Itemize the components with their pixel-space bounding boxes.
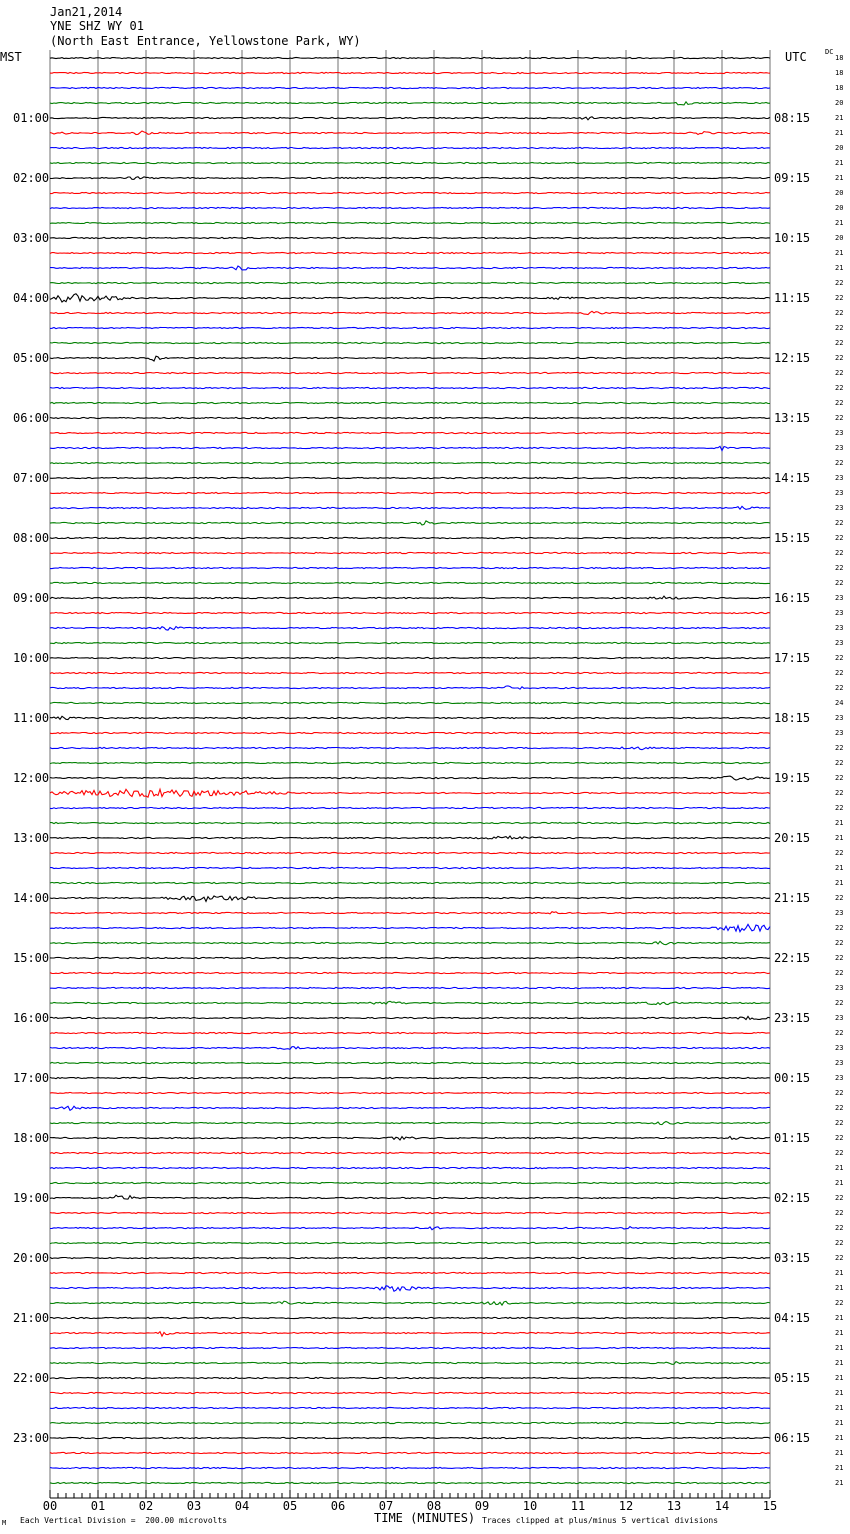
trace-row (50, 1347, 770, 1348)
dc-value: 22 (835, 564, 844, 572)
dc-value: 21 (835, 1464, 844, 1472)
trace-row (50, 1077, 770, 1078)
utc-time-label: 00:15 (774, 1071, 811, 1085)
dc-value: 23 (835, 489, 844, 497)
trace-row (50, 1467, 770, 1468)
trace-row (50, 882, 770, 883)
dc-value: 23 (835, 729, 844, 737)
utc-time-label: 18:15 (774, 711, 811, 725)
utc-time-label: 17:15 (774, 651, 811, 665)
mst-time-label: 16:00 (13, 1011, 50, 1025)
dc-value: 23 (835, 444, 844, 452)
trace-row (50, 1047, 770, 1050)
mst-time-label: 06:00 (13, 411, 50, 425)
dc-value: 20 (835, 99, 844, 107)
dc-value: 23 (835, 909, 844, 917)
dc-value: 23 (835, 429, 844, 437)
dc-value: 21 (835, 1389, 844, 1397)
seismic-traces (50, 57, 770, 1483)
trace-row (50, 822, 770, 823)
station-location: (North East Entrance, Yellowstone Park, WY) (50, 34, 361, 48)
dc-value: 23 (835, 1044, 844, 1052)
utc-time-label: 15:15 (774, 531, 811, 545)
mst-time-label: 12:00 (13, 771, 50, 785)
dc-value: 22 (835, 1089, 844, 1097)
dc-value: 22 (835, 1209, 844, 1217)
utc-time-label: 02:15 (774, 1191, 811, 1205)
dc-value: 22 (835, 339, 844, 347)
trace-row (50, 612, 770, 613)
trace-row (50, 192, 770, 193)
dc-value: 22 (835, 894, 844, 902)
trace-row (50, 657, 770, 658)
dc-value: 21 (835, 249, 844, 257)
dc-value: 23 (835, 1074, 844, 1082)
dc-value: 22 (835, 519, 844, 527)
dc-value: 22 (835, 924, 844, 932)
utc-time-labels (774, 111, 810, 1445)
utc-time-label: 03:15 (774, 1251, 811, 1265)
trace-row (50, 1167, 770, 1168)
trace-row (50, 117, 770, 120)
trace-row (50, 941, 770, 944)
trace-row (50, 147, 770, 148)
trace-row (50, 1332, 770, 1336)
trace-row (50, 896, 770, 901)
trace-row (50, 72, 770, 73)
mst-time-label: 13:00 (13, 831, 50, 845)
trace-row (50, 716, 770, 719)
mst-time-label: 20:00 (13, 1251, 50, 1265)
x-tick-label: 09 (474, 1499, 490, 1513)
mst-time-label: 14:00 (13, 891, 50, 905)
trace-row (50, 1062, 770, 1063)
x-tick-label: 12 (618, 1499, 634, 1513)
trace-row (50, 1437, 770, 1438)
dc-value: 23 (835, 984, 844, 992)
trace-row (50, 702, 770, 703)
trace-row (50, 1182, 770, 1183)
x-tick-label: 04 (234, 1499, 250, 1513)
trace-row (50, 342, 770, 343)
trace-row (50, 627, 770, 631)
dc-value: 23 (835, 474, 844, 482)
mst-time-label: 07:00 (13, 471, 50, 485)
dc-value: 24 (835, 699, 844, 707)
dc-value: 21 (835, 1419, 844, 1427)
dc-value: 21 (835, 1179, 844, 1187)
dc-value: 22 (835, 999, 844, 1007)
trace-row (50, 924, 770, 931)
trace-row (50, 1122, 770, 1125)
trace-row (50, 1362, 770, 1365)
trace-row (50, 747, 770, 750)
dc-value: 20 (835, 234, 844, 242)
trace-row (50, 477, 770, 478)
mst-time-label: 22:00 (13, 1371, 50, 1385)
trace-row (50, 582, 770, 583)
trace-row (50, 732, 770, 733)
trace-row (50, 462, 770, 463)
dc-value: 21 (835, 879, 844, 887)
dc-value: 23 (835, 1059, 844, 1067)
dc-value: 22 (835, 804, 844, 812)
trace-row (50, 972, 770, 973)
trace-row (50, 387, 770, 388)
mst-time-label: 11:00 (13, 711, 50, 725)
dc-value: 18 (835, 69, 844, 77)
trace-row (50, 686, 770, 689)
clip-note: Traces clipped at plus/minus 5 vertical divisions (482, 1516, 719, 1525)
dc-value: 20 (835, 144, 844, 152)
trace-row (50, 356, 770, 361)
dc-value: 22 (835, 1224, 844, 1232)
utc-time-label: 16:15 (774, 591, 811, 605)
utc-time-label: 13:15 (774, 411, 811, 425)
x-tick-label: 05 (282, 1499, 298, 1513)
dc-value: 22 (835, 279, 844, 287)
utc-time-label: 09:15 (774, 171, 811, 185)
trace-row (50, 762, 770, 763)
dc-values (835, 54, 843, 1487)
x-axis-title: TIME (MINUTES) (374, 1511, 476, 1525)
dc-value: 23 (835, 624, 844, 632)
trace-row (50, 87, 770, 88)
utc-time-label: 01:15 (774, 1131, 811, 1145)
trace-row (50, 552, 770, 553)
trace-row (50, 252, 770, 253)
utc-time-label: 11:15 (774, 291, 811, 305)
dc-value: 21 (835, 1164, 844, 1172)
dc-value: 21 (835, 1449, 844, 1457)
trace-row (50, 642, 770, 643)
mst-time-label: 04:00 (13, 291, 50, 305)
dc-column-label: DC (825, 48, 834, 56)
trace-row (50, 776, 770, 780)
dc-value: 20 (835, 204, 844, 212)
dc-value: 22 (835, 324, 844, 332)
trace-row (50, 177, 770, 180)
dc-value: 22 (835, 399, 844, 407)
dc-value: 21 (835, 219, 844, 227)
trace-row (50, 1377, 770, 1378)
x-tick-label: 13 (666, 1499, 682, 1513)
dc-value: 22 (835, 849, 844, 857)
trace-row (50, 1301, 770, 1305)
dc-value: 20 (835, 189, 844, 197)
station-id: YNE SHZ WY 01 (50, 19, 144, 33)
trace-row (50, 327, 770, 328)
trace-row (50, 237, 770, 238)
x-tick-label: 15 (762, 1499, 778, 1513)
utc-time-label: 19:15 (774, 771, 811, 785)
mst-time-label: 15:00 (13, 951, 50, 965)
trace-row (50, 1257, 770, 1258)
vertical-scale-note: Each Vertical Division = 200.00 microvolts (20, 1516, 228, 1525)
dc-value: 22 (835, 1104, 844, 1112)
dc-value: 22 (835, 1239, 844, 1247)
dc-value: 23 (835, 504, 844, 512)
dc-value: 21 (835, 1344, 844, 1352)
mst-time-label: 21:00 (13, 1311, 50, 1325)
utc-time-label: 23:15 (774, 1011, 811, 1025)
footer-mark: M (2, 1519, 7, 1527)
utc-time-label: 06:15 (774, 1431, 811, 1445)
mst-time-label: 18:00 (13, 1131, 50, 1145)
trace-row (50, 311, 770, 314)
dc-value: 22 (835, 669, 844, 677)
mst-time-label: 23:00 (13, 1431, 50, 1445)
dc-value: 22 (835, 1134, 844, 1142)
trace-row (50, 402, 770, 403)
dc-value: 22 (835, 1194, 844, 1202)
dc-value: 22 (835, 1029, 844, 1037)
dc-value: 21 (835, 864, 844, 872)
trace-row (50, 836, 770, 839)
trace-row (50, 596, 770, 599)
dc-value: 22 (835, 759, 844, 767)
dc-value: 23 (835, 594, 844, 602)
trace-row (50, 1286, 770, 1292)
mst-time-label: 17:00 (13, 1071, 50, 1085)
x-tick-label: 00 (42, 1499, 58, 1513)
dc-value: 22 (835, 1299, 844, 1307)
trace-row (50, 1212, 770, 1213)
trace-row (50, 1422, 770, 1423)
dc-value: 21 (835, 159, 844, 167)
trace-row (50, 432, 770, 433)
dc-value: 22 (835, 774, 844, 782)
dc-value: 23 (835, 714, 844, 722)
utc-time-label: 12:15 (774, 351, 811, 365)
trace-row (50, 912, 770, 914)
mst-time-label: 09:00 (13, 591, 50, 605)
trace-row (50, 417, 770, 418)
trace-row (50, 1032, 770, 1033)
mst-time-labels (13, 111, 49, 1445)
mst-time-label: 19:00 (13, 1191, 50, 1205)
trace-row (50, 852, 770, 853)
dc-value: 18 (835, 54, 844, 62)
dc-value: 22 (835, 744, 844, 752)
dc-value: 21 (835, 174, 844, 182)
dc-value: 23 (835, 639, 844, 647)
dc-value: 23 (835, 609, 844, 617)
trace-row (50, 162, 770, 163)
dc-value: 22 (835, 309, 844, 317)
trace-row (50, 867, 770, 868)
dc-value: 22 (835, 534, 844, 542)
mst-time-label: 08:00 (13, 531, 50, 545)
mst-time-label: 10:00 (13, 651, 50, 665)
x-axis (43, 1490, 777, 1513)
mst-time-label: 02:00 (13, 171, 50, 185)
trace-row (50, 266, 770, 270)
dc-value: 22 (835, 384, 844, 392)
dc-value: 22 (835, 459, 844, 467)
utc-time-label: 10:15 (774, 231, 811, 245)
trace-row (50, 1092, 770, 1093)
dc-value: 22 (835, 549, 844, 557)
trace-row (50, 807, 770, 808)
right-timezone-label: UTC (785, 50, 807, 64)
trace-row (50, 1407, 770, 1408)
x-tick-label: 06 (330, 1499, 346, 1513)
dc-value: 21 (835, 1479, 844, 1487)
dc-value: 22 (835, 954, 844, 962)
x-tick-label: 11 (570, 1499, 586, 1513)
utc-time-label: 14:15 (774, 471, 811, 485)
dc-value: 21 (835, 1314, 844, 1322)
trace-row (50, 521, 770, 525)
dc-value: 22 (835, 654, 844, 662)
mst-time-label: 01:00 (13, 111, 50, 125)
dc-value: 22 (835, 414, 844, 422)
x-tick-label: 07 (378, 1499, 394, 1513)
trace-row (50, 789, 770, 797)
trace-row (50, 1152, 770, 1153)
trace-row (50, 492, 770, 493)
dc-value: 18 (835, 84, 844, 92)
dc-value: 21 (835, 1329, 844, 1337)
utc-time-label: 20:15 (774, 831, 811, 845)
dc-value: 21 (835, 1404, 844, 1412)
trace-row (50, 1452, 770, 1453)
trace-row (50, 957, 770, 958)
dc-value: 21 (835, 1374, 844, 1382)
trace-row (50, 537, 770, 538)
x-tick-label: 14 (714, 1499, 730, 1513)
dc-value: 22 (835, 579, 844, 587)
utc-time-label: 04:15 (774, 1311, 811, 1325)
dc-value: 21 (835, 129, 844, 137)
trace-row (50, 446, 770, 450)
dc-value: 22 (835, 939, 844, 947)
dc-value: 22 (835, 1119, 844, 1127)
dc-value: 21 (835, 114, 844, 122)
trace-row (50, 567, 770, 568)
dc-value: 22 (835, 1149, 844, 1157)
trace-row (50, 57, 770, 58)
dc-value: 22 (835, 684, 844, 692)
plot-date: Jan21,2014 (50, 5, 123, 19)
trace-row (50, 1195, 770, 1199)
trace-row (50, 222, 770, 223)
dc-value: 22 (835, 354, 844, 362)
dc-value: 22 (835, 969, 844, 977)
trace-row (50, 1106, 770, 1110)
dc-value: 22 (835, 789, 844, 797)
x-tick-label: 08 (426, 1499, 442, 1513)
utc-time-label: 05:15 (774, 1371, 811, 1385)
x-tick-label: 03 (186, 1499, 202, 1513)
dc-value: 22 (835, 294, 844, 302)
x-tick-label: 10 (522, 1499, 538, 1513)
trace-row (50, 1136, 770, 1140)
utc-time-label: 22:15 (774, 951, 811, 965)
dc-value: 21 (835, 264, 844, 272)
trace-row (50, 1001, 770, 1004)
trace-row (50, 282, 770, 283)
trace-row (50, 1242, 770, 1243)
trace-row (50, 294, 770, 302)
dc-value: 22 (835, 1254, 844, 1262)
trace-row (50, 207, 770, 208)
trace-row (50, 1482, 770, 1483)
dc-value: 22 (835, 369, 844, 377)
trace-row (50, 1317, 770, 1318)
left-timezone-label: MST (0, 50, 22, 64)
mst-time-label: 05:00 (13, 351, 50, 365)
dc-value: 21 (835, 1434, 844, 1442)
dc-value: 21 (835, 834, 844, 842)
dc-value: 21 (835, 1269, 844, 1277)
trace-row (50, 102, 770, 105)
trace-row (50, 987, 770, 988)
utc-time-label: 21:15 (774, 891, 811, 905)
x-tick-label: 01 (90, 1499, 106, 1513)
dc-value: 21 (835, 1359, 844, 1367)
dc-value: 23 (835, 1014, 844, 1022)
x-tick-label: 02 (138, 1499, 154, 1513)
dc-value: 21 (835, 1284, 844, 1292)
trace-row (50, 506, 770, 509)
dc-value: 21 (835, 819, 844, 827)
trace-row (50, 1392, 770, 1393)
trace-row (50, 1272, 770, 1273)
trace-row (50, 372, 770, 373)
trace-row (50, 1227, 770, 1230)
trace-row (50, 1016, 770, 1019)
utc-time-label: 08:15 (774, 111, 811, 125)
mst-time-label: 03:00 (13, 231, 50, 245)
trace-row (50, 131, 770, 135)
trace-row (50, 672, 770, 673)
